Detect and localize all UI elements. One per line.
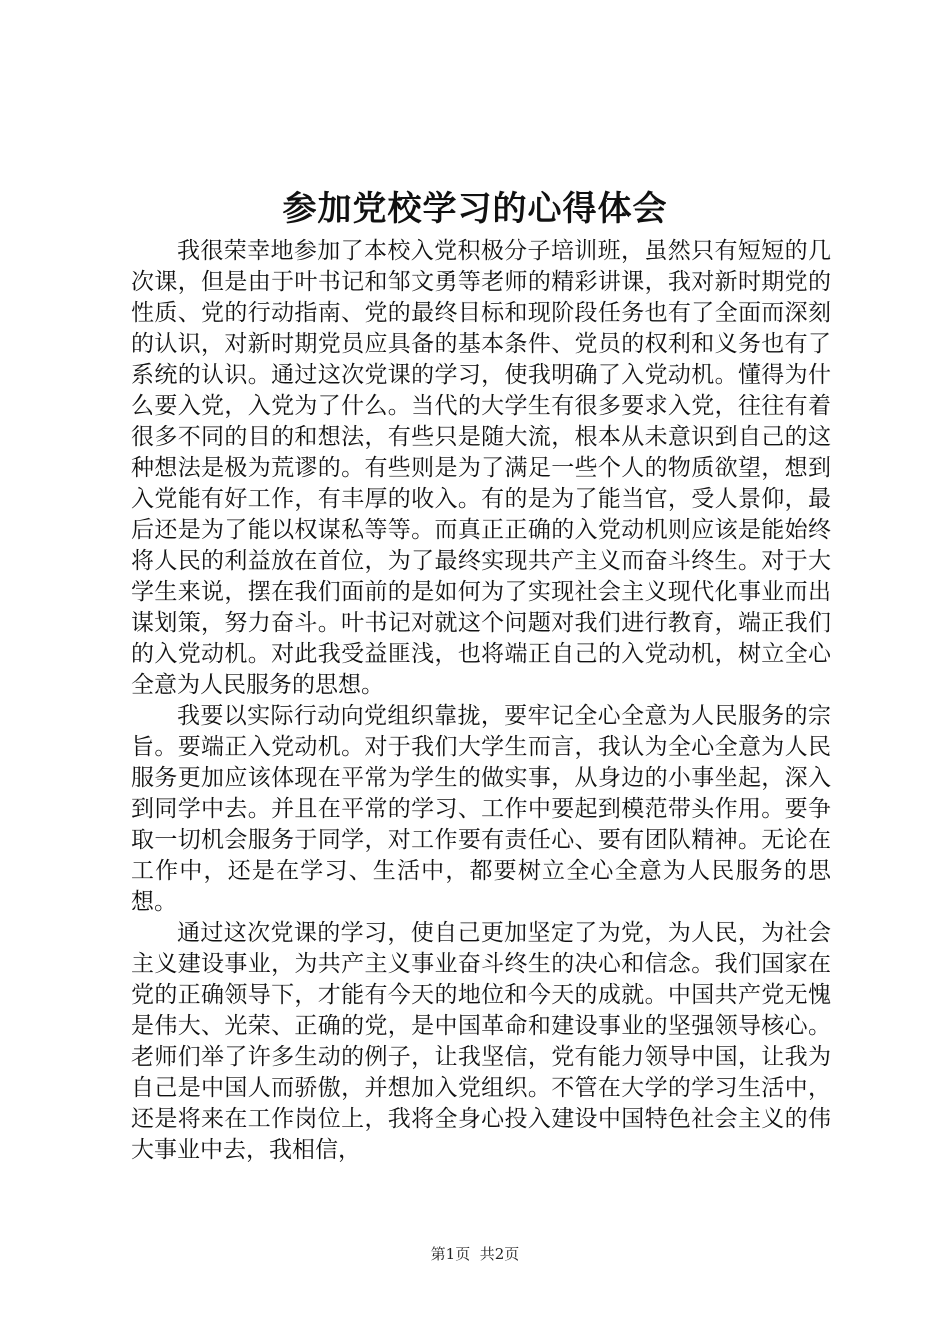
document-body xyxy=(131,236,831,1166)
page-number-current: 第1页 xyxy=(430,1245,471,1263)
paragraph-3: 通过这次党课的学习，使自己更加坚定了为党，为人民，为社会主义建设事业，为共产主义事业奋斗终生的决心和信念。我们国家在党的正确领导下，才能有今天的地位和今天的成就。中国共产党无愧是伟大、光荣、正确的党，是中国革命和建设事业的坚强领导核心。老师们举了许多生动的例子，让我坚信，党有能力领导中国，让我为自己是中国人而骄傲，并想加入党组织。不管在大学的学习生活中，还是将来在工作岗位上，我将全身心投入建设中国特色社会主义的伟大事业中去，我相信， xyxy=(131,920,831,1163)
page-number-total: 共2页 xyxy=(479,1245,520,1263)
paragraph-2: 我要以实际行动向党组织靠拢，要牢记全心全意为人民服务的宗旨。要端正入党动机。对于我们大学生而言，我认为全心全意为人民服务更加应该体现在平常为学生的做实事，从身边的小事坐起，深入到同学中去。并且在平常的学习、工作中要起到模范带头作用。要争取一切机会服务于同学，对工作要有责任心、要有团队精神。无论在工作中，还是在学习、生活中，都要树立全心全意为人民服务的思想。 xyxy=(131,703,831,915)
page-footer xyxy=(0,1244,950,1264)
document-title: 参加党校学习的心得体会 xyxy=(282,189,668,229)
paragraph-1: 我很荣幸地参加了本校入党积极分子培训班，虽然只有短短的几次课，但是由于叶书记和邹文勇等老师的精彩讲课，我对新时期党的性质、党的行动指南、党的最终目标和现阶段任务也有了全面而深刻的认识，对新时期党员应具备的基本条件、党员的权利和义务也有了系统的认识。通过这次党课的学习，使我明确了入党动机。懂得为什么要入党，入党为了什么。当代的大学生有很多要求入党，往往有着很多不同的目的和想法，有些只是随大流，根本从未意识到自己的这种想法是极为荒谬的。有些则是为了满足一些个人的物质欲望，想到入党能有好工作，有丰厚的收入。有的是为了能当官，受人景仰，最后还是为了能以权谋私等等。而真正正确的入党动机则应该是能始终将人民的利益放在首位，为了最终实现共产主义而奋斗终生。对于大学生来说，摆在我们面前的是如何为了实现社会主义现代化事业而出谋划策，努力奋斗。叶书记对就这个问题对我们进行教育，端正我们的入党动机。对此我受益匪浅，也将端正自己的入党动机，树立全心全意为人民服务的思想。 xyxy=(131,238,831,698)
